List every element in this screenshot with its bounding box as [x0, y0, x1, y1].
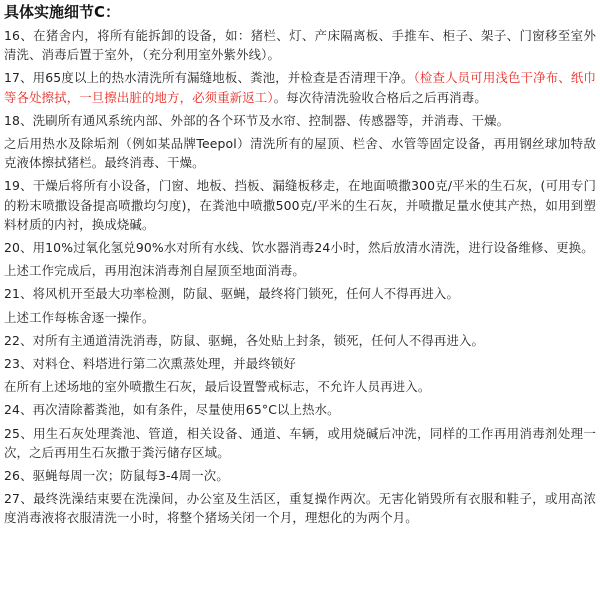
- step-24: 24、再次清除蓄粪池，如有条件，尽量使用65°C以上热水。: [4, 402, 340, 418]
- step-17-text: 17、用65度以上的热水清洗所有漏缝地板、粪池，并检查是否清理干净。: [4, 70, 414, 86]
- step-19: 19、干燥后将所有小设备，门窗、地板、挡板、漏缝板移走，在地面喷撒300克/平米的生石灰，(可用专门的粉末喷撒设备提高喷撒均匀度)，在粪池中喷撒500克/平米的生石灰，并喷撒足量水使其产热，如用到塑料材质的内衬，换成烧碱。: [4, 178, 596, 232]
- step-20-continued: 上述工作完成后，再用泡沫消毒剂自屋顶至地面消毒。: [4, 263, 305, 279]
- step-17: [4, 68, 596, 106]
- step-23: 23、对料仓、料塔进行第二次熏蒸处理，并最终锁好: [4, 356, 296, 372]
- step-16: 16、在猪舍内，将所有能拆卸的设备，如：猪栏、灯、产床隔离板、手推车、柜子、架子、门窗移至室外清洗、消毒后置于室外，（充分利用室外紫外线）。: [4, 28, 596, 63]
- step-18-continued: 之后用热水及除垢剂（例如某品牌Teepol）清洗所有的屋顶、栏舍、水管等固定设备，再用钢丝球加特敌克液体擦拭猪栏。最终消毒、干燥。: [4, 136, 596, 171]
- step-20: 20、用10%过氧化氢兑90%水对所有水线、饮水器消毒24小时，然后放清水清洗，进行设备维修、更换。: [4, 240, 594, 256]
- bottom-fade: [0, 581, 600, 589]
- step-26: 26、驱蝇每周一次；防鼠每3-4周一次。: [4, 468, 229, 484]
- step-18: 18、洗刷所有通风系统内部、外部的各个环节及水帘、控制器、传感器等，并消毒、干燥。: [4, 112, 510, 128]
- step-21-continued: 上述工作每栋舍逐一操作。: [4, 309, 155, 325]
- section-heading: 具体实施细节C：: [4, 3, 121, 21]
- step-22: 22、对所有主通道清洗消毒，防鼠、驱蝇，各处贴上封条，锁死，任何人不得再进入。: [4, 332, 485, 348]
- step-27: 27、最终洗澡结束要在洗澡间，办公室及生活区，重复操作两次。无害化销毁所有衣服和鞋子，或用高浓度消毒液将衣服清洗一小时，将整个猪场关闭一个月，理想化的为两个月。: [4, 491, 596, 526]
- step-17-text-end: 。每次待清洗验收合格后之后再消毒。: [273, 89, 487, 105]
- step-17-red-note: （检查人员可用浅色干净布、纸巾等各处擦拭，一旦擦出脏的地方，必须重新返工）: [4, 70, 596, 105]
- step-21: 21、将风机开至最大功率检测，防鼠、驱蝇，最终将门锁死，任何人不得再进入。: [4, 286, 459, 302]
- document-page: [4, 2, 596, 532]
- step-23-continued: 在所有上述场地的室外喷撒生石灰，最后设置警戒标志，不允许人员再进入。: [4, 379, 431, 395]
- step-25: 25、用生石灰处理粪池、管道，相关设备、通道、车辆，或用烧碱后冲洗，同样的工作再用消毒剂处理一次，之后再用生石灰撒于粪污储存区域。: [4, 425, 596, 460]
